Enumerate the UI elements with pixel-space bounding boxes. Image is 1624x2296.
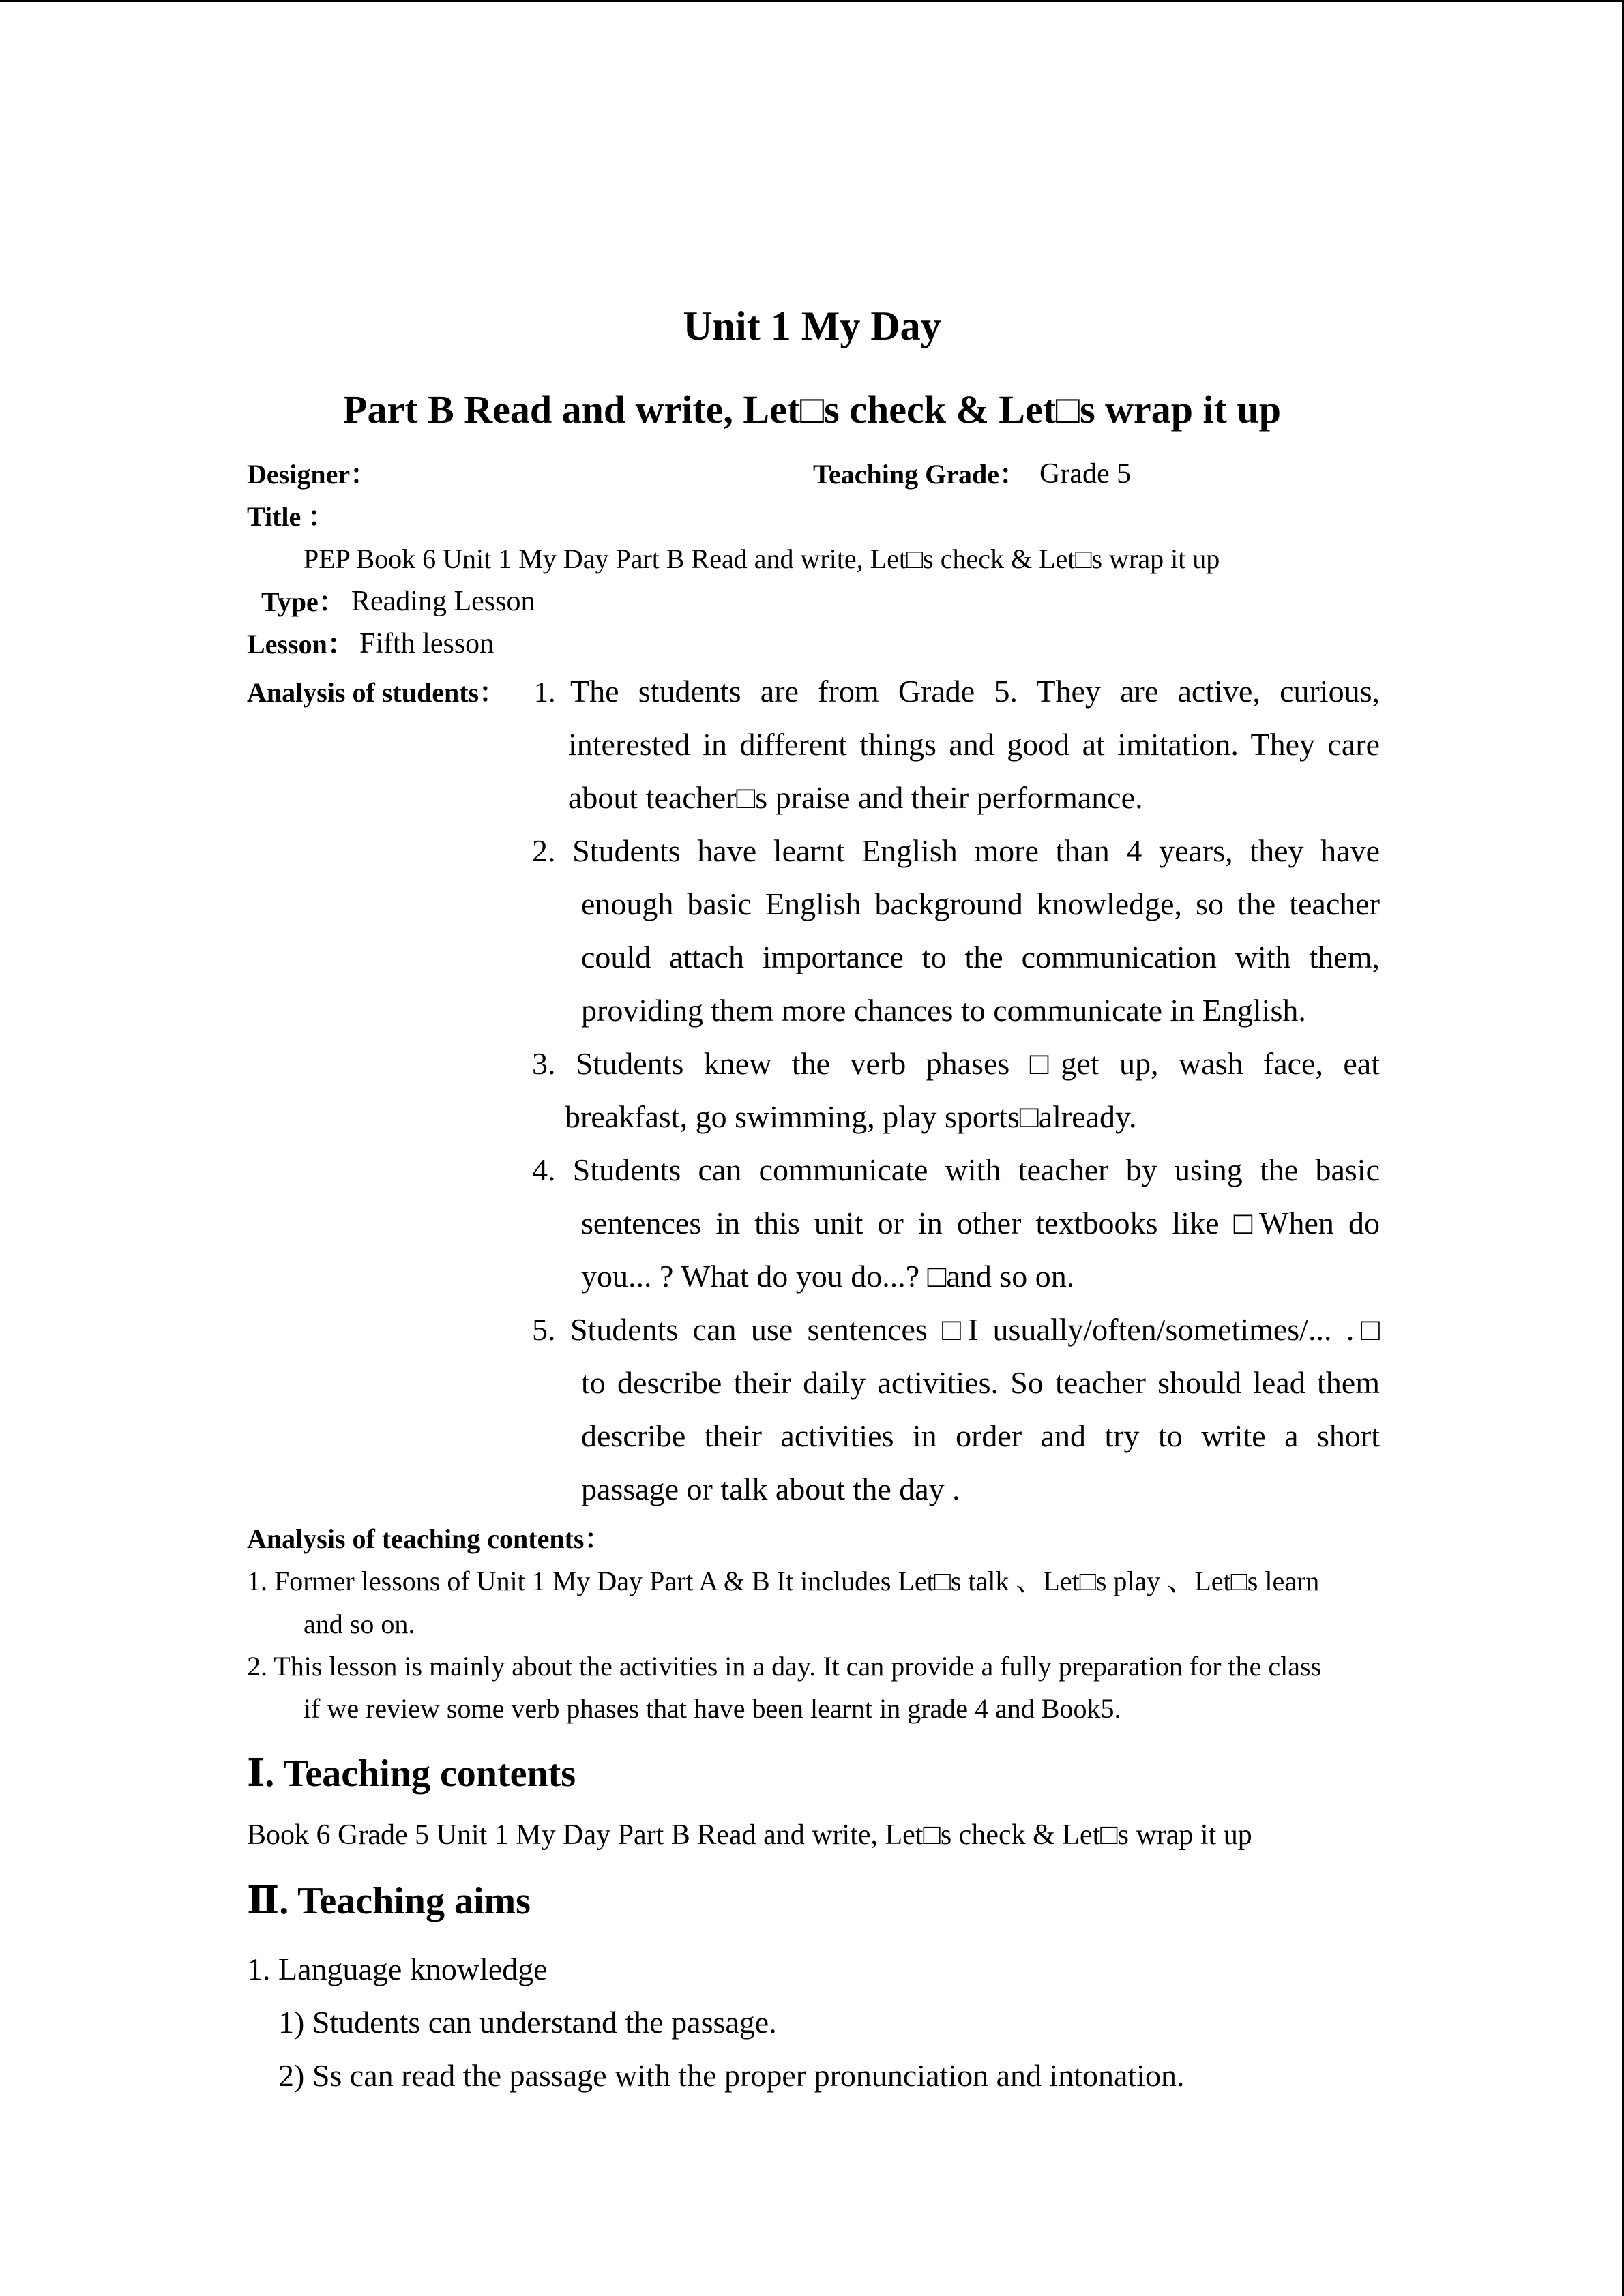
students-p4-line2: sentences in this unit or in other textbooks like □When do <box>581 1206 1380 1240</box>
students-p1-number: 1. <box>534 677 556 709</box>
document-subtitle: Part B Read and write, Let□s check & Let□s wrap it up <box>343 387 1281 432</box>
contents-item1-line2: and so on. <box>304 1609 415 1639</box>
type-value: Reading Lesson <box>351 586 535 617</box>
students-p1-line2: interested in different things and good at imitation. They care <box>568 727 1380 762</box>
title-label: Title ： <box>247 501 336 532</box>
analysis-students-label: Analysis of students： <box>247 677 507 708</box>
students-p2-line3: could attach importance to the communication with them, <box>581 940 1380 974</box>
type-label: Type： <box>261 586 346 617</box>
students-p2-line1: 2. Students have learnt English more than 4 years, they have <box>532 833 1380 868</box>
aims-sub2: 2) Ss can read the passage with the proper pronunciation and intonation. <box>278 2058 1185 2093</box>
title-value: PEP Book 6 Unit 1 My Day Part B Read and write, Let□s check & Let□s wrap it up <box>304 543 1220 574</box>
aims-item1: 1. Language knowledge <box>247 1952 548 1986</box>
students-p5-line1: 5. Students can use sentences □I usually/often/sometimes/... .□ <box>532 1312 1380 1347</box>
analysis-contents-label: Analysis of teaching contents： <box>247 1523 612 1554</box>
lesson-label: Lesson： <box>247 629 355 659</box>
section-teaching-contents-heading: Ⅰ. Teaching contents <box>247 1753 576 1795</box>
lesson-value: Fifth lesson <box>359 628 494 659</box>
students-p3-line1: 3. Students knew the verb phases □get up, wash face, eat <box>532 1046 1380 1081</box>
students-p2-line4: providing them more chances to communicate in English. <box>581 993 1306 1028</box>
document-title: Unit 1 My Day <box>683 303 941 348</box>
students-p4-line1: 4. Students can communicate with teacher by using the basic <box>532 1152 1380 1187</box>
teaching-contents-text: Book 6 Grade 5 Unit 1 My Day Part B Read and write, Let□s check & Let□s wrap it up <box>247 1819 1252 1851</box>
students-p4-line3: you... ? What do you do...? □and so on. <box>581 1259 1075 1294</box>
students-p1-line3: about teacher□s praise and their performance. <box>568 780 1143 815</box>
students-p2-line2: enough basic English background knowledge, so the teacher <box>581 886 1380 921</box>
contents-item2-line1: 2. This lesson is mainly about the activities in a day. It can provide a fully preparation for the class <box>247 1651 1322 1682</box>
designer-label: Designer： <box>247 459 378 490</box>
section-teaching-aims-heading: Ⅱ. Teaching aims <box>247 1880 531 1922</box>
teaching-grade-value: Grade 5 <box>1039 458 1132 490</box>
students-p5-line2: to describe their daily activities. So teacher should lead them <box>581 1365 1380 1400</box>
teaching-grade-label: Teaching Grade： <box>813 459 1027 490</box>
page-top-border <box>0 0 1624 2</box>
students-p5-line4: passage or talk about the day . <box>581 1472 960 1506</box>
students-p1-line1: The students are from Grade 5. They are active, curious, <box>570 674 1380 709</box>
students-p5-line3: describe their activities in order and try to write a short <box>581 1418 1380 1453</box>
contents-item1-line1: 1. Former lessons of Unit 1 My Day Part A & B It includes Let□s talk 、Let□s play 、Let□s learn <box>247 1566 1320 1596</box>
students-p3-line2: breakfast, go swimming, play sports□already. <box>565 1099 1137 1134</box>
contents-item2-line2: if we review some verb phases that have been learnt in grade 4 and Book5. <box>304 1693 1121 1724</box>
aims-sub1: 1) Students can understand the passage. <box>278 2005 777 2040</box>
